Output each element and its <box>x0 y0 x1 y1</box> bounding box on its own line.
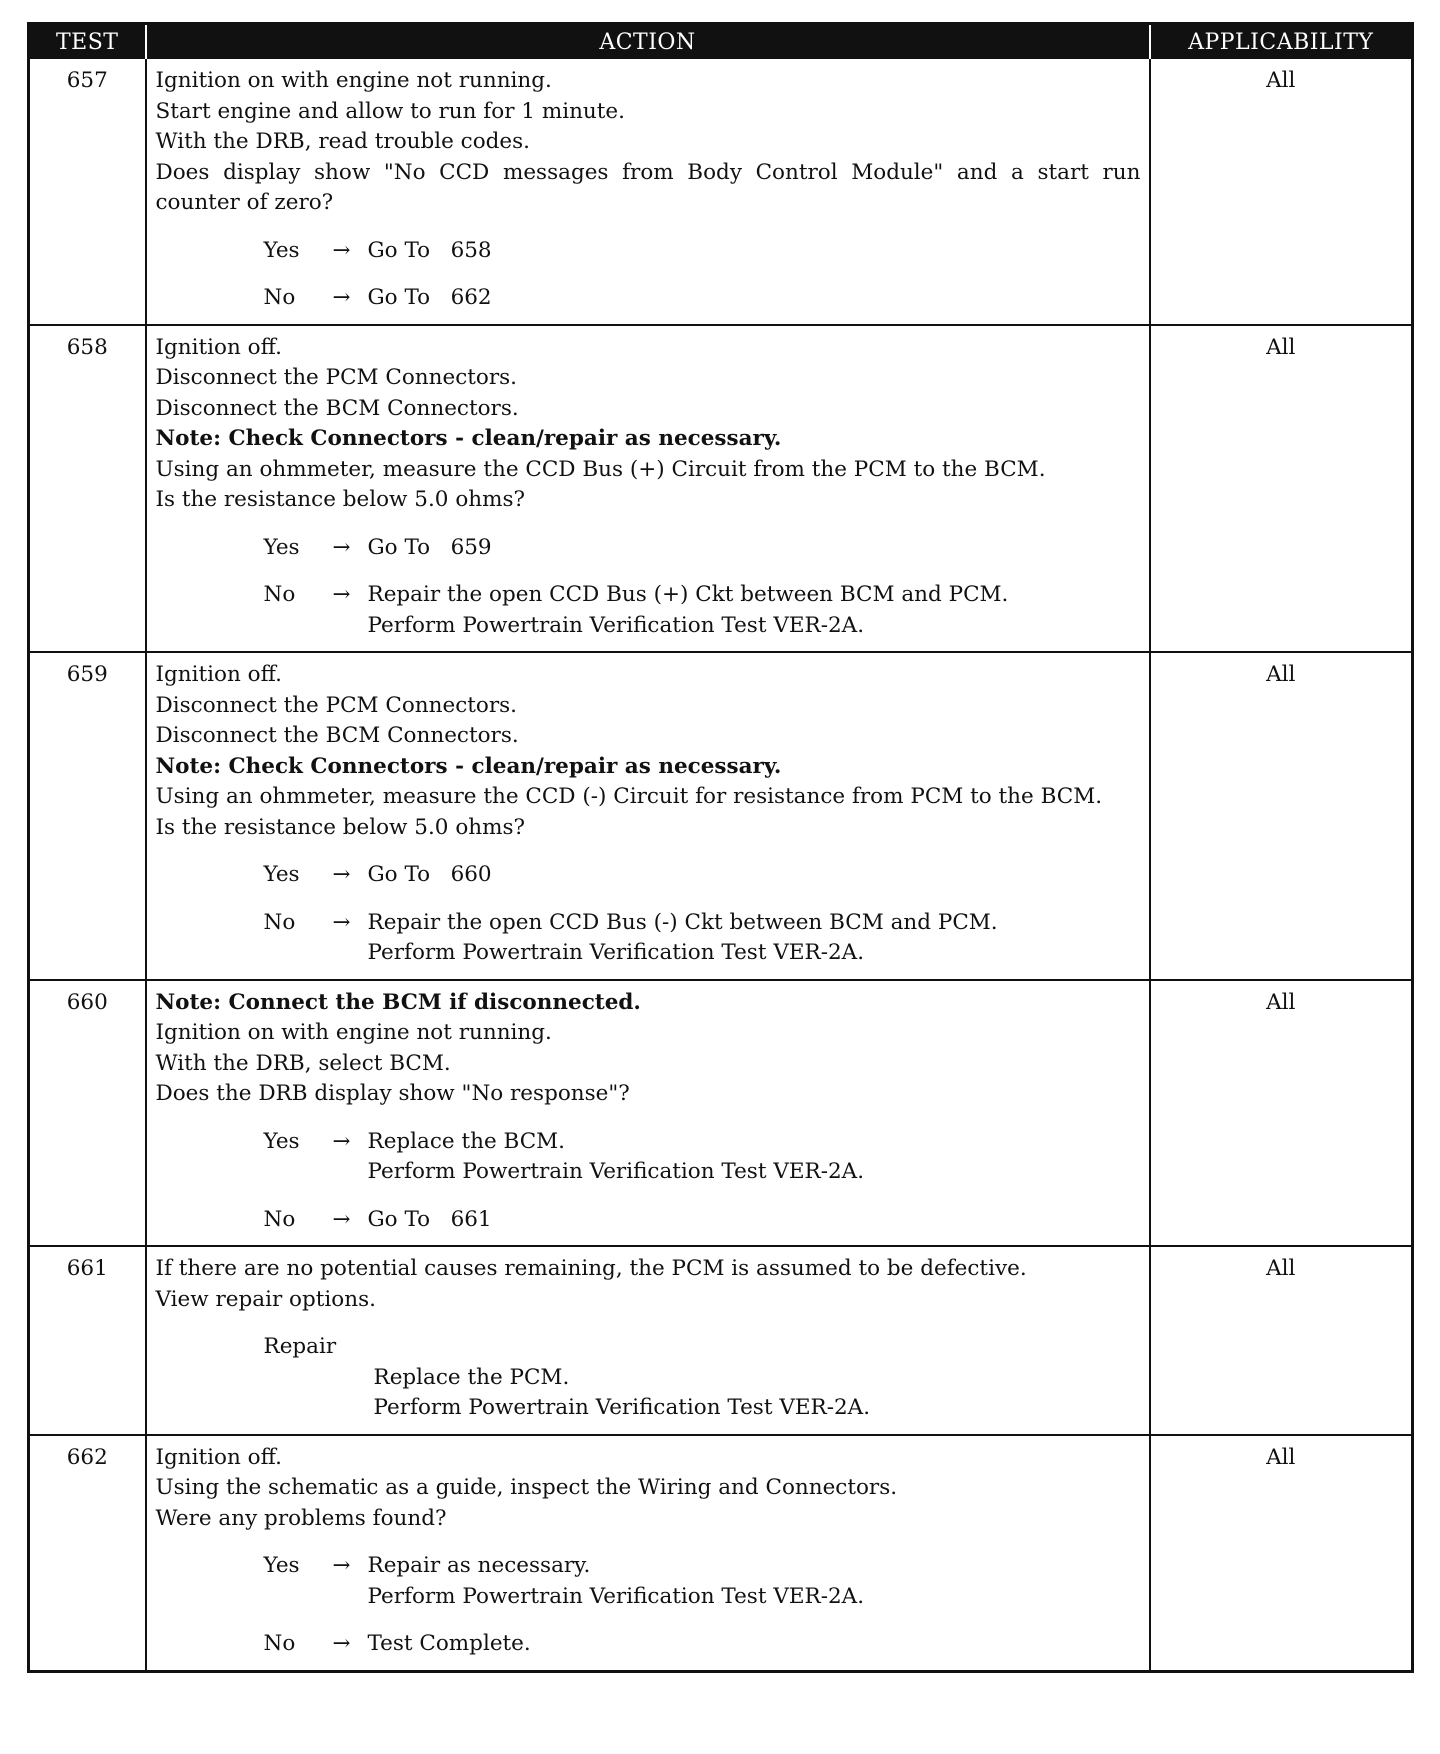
right-arrow-icon: → <box>332 1206 351 1232</box>
right-arrow-icon: → <box>332 1128 351 1154</box>
table-row <box>29 652 1413 980</box>
action-step: Ignition off. <box>155 1444 282 1470</box>
header-test: TEST <box>29 24 146 60</box>
action-cell <box>146 980 1150 1247</box>
right-arrow-icon: → <box>332 1553 351 1578</box>
branch-result-line: Go To 660 <box>367 862 492 887</box>
branch-yes <box>156 1551 1141 1612</box>
action-step: Disconnect the BCM Connectors. <box>155 723 519 748</box>
right-arrow-icon: → <box>332 862 351 887</box>
action-note: Note: Check Connectors - clean/repair as necessary. <box>155 426 782 451</box>
branch-result <box>368 236 492 267</box>
branch-result-line: Repair the open CCD Bus (+) Ckt between BCM and PCM. <box>367 582 1009 607</box>
branch-label: No <box>263 1631 296 1656</box>
branch-yes <box>156 236 1141 267</box>
test-number: 659 <box>29 652 146 980</box>
branch-result <box>368 908 998 969</box>
branch-result <box>368 1629 531 1660</box>
branch-no <box>156 580 1141 641</box>
branch-result-line: Go To 662 <box>367 285 492 310</box>
branch-result-line: Test Complete. <box>367 1631 531 1656</box>
action-step: Using an ohmmeter, measure the CCD (-) Circuit for resistance from PCM to the BCM. <box>155 784 1103 809</box>
branch-yes <box>156 533 1141 564</box>
branch-result-line: Go To 661 <box>367 1206 492 1232</box>
action-cell <box>146 652 1150 980</box>
table-body <box>29 59 1413 1671</box>
applicability-value: All <box>1150 1246 1413 1435</box>
branch-label: Yes <box>263 862 300 887</box>
right-arrow-icon: → <box>332 285 351 310</box>
test-number: 658 <box>29 325 146 653</box>
applicability-value: All <box>1150 59 1413 325</box>
branch-no <box>156 908 1141 969</box>
branch-label: No <box>263 582 296 607</box>
action-step: Is the resistance below 5.0 ohms? <box>155 814 526 840</box>
test-number: 662 <box>29 1435 146 1672</box>
repair-label: Repair <box>263 1334 337 1359</box>
diagnostic-test-table <box>27 22 1414 1673</box>
right-arrow-icon: → <box>332 909 351 935</box>
branch-yes <box>156 860 1141 891</box>
table-row <box>29 325 1413 653</box>
action-step: Ignition on with engine not running. <box>155 68 552 93</box>
table-row <box>29 1246 1413 1435</box>
branch-yes <box>156 1127 1141 1188</box>
action-step: Does the DRB display show "No response"? <box>155 1081 630 1106</box>
repair-step: Perform Powertrain Verification Test VER-2A. <box>373 1395 871 1420</box>
branch-result-line: Perform Powertrain Verification Test VER-2A. <box>367 1583 865 1609</box>
branch-label: Yes <box>263 237 300 263</box>
action-cell <box>146 1435 1150 1672</box>
test-number: 657 <box>66 68 108 93</box>
action-step: Using the schematic as a guide, inspect the Wiring and Connectors. <box>155 1475 898 1500</box>
diagnostic-procedure-page <box>27 22 1411 1673</box>
branch-result <box>368 1127 865 1188</box>
action-cell <box>146 1246 1150 1435</box>
branch-label: Yes <box>263 1128 300 1154</box>
right-arrow-icon: → <box>332 1631 351 1656</box>
branch-result <box>368 1205 492 1236</box>
branch-result-line: Repair the open CCD Bus (-) Ckt between BCM and PCM. <box>367 909 998 935</box>
applicability-value: All <box>1150 325 1413 653</box>
branch-result-line: Perform Powertrain Verification Test VER-2A. <box>367 1159 865 1184</box>
table-header <box>29 24 1413 60</box>
branch-label: No <box>263 909 296 935</box>
branch-result <box>368 860 492 891</box>
table-row <box>29 980 1413 1247</box>
applicability-value: All <box>1150 980 1413 1247</box>
action-step: Ignition off. <box>155 662 282 687</box>
applicability-value: All <box>1150 652 1413 980</box>
applicability-value: All <box>1150 1435 1413 1672</box>
branch-result <box>368 533 492 564</box>
action-cell <box>146 59 1150 325</box>
branch-result-line: Perform Powertrain Verification Test VER-2A. <box>367 940 865 965</box>
branch-result-line: Go To 658 <box>367 237 492 263</box>
header-applicability: APPLICABILITY <box>1150 24 1413 60</box>
header-action: ACTION <box>146 24 1150 60</box>
branch-label: No <box>263 285 296 310</box>
branch-result <box>368 283 492 314</box>
branch-result <box>368 1551 865 1612</box>
branch-label: Yes <box>263 1553 300 1578</box>
action-step: Start engine and allow to run for 1 minute. <box>155 98 625 124</box>
action-step: View repair options. <box>155 1286 376 1312</box>
action-step: With the DRB, select BCM. <box>155 1050 451 1076</box>
action-step: With the DRB, read trouble codes. <box>155 129 531 154</box>
action-step: Using an ohmmeter, measure the CCD Bus (+) Circuit from the PCM to the BCM. <box>155 456 1046 482</box>
table-row <box>29 59 1413 325</box>
branch-result-line: Go To 659 <box>367 534 492 560</box>
action-step: Ignition on with engine not running. <box>155 1020 552 1045</box>
action-step: Is the resistance below 5.0 ohms? <box>155 487 526 512</box>
action-step: Disconnect the BCM Connectors. <box>155 395 519 421</box>
branch-label: Yes <box>263 534 300 560</box>
branch-label: No <box>263 1206 296 1232</box>
right-arrow-icon: → <box>332 582 351 607</box>
branch-result-line: Perform Powertrain Verification Test VER-2A. <box>367 612 865 638</box>
branch-no <box>156 1205 1141 1236</box>
branch-no <box>156 283 1141 314</box>
table-row <box>29 1435 1413 1672</box>
action-note: Note: Connect the BCM if disconnected. <box>155 989 641 1015</box>
repair-options <box>156 1332 1141 1424</box>
test-number: 660 <box>29 980 146 1247</box>
repair-steps <box>264 1363 1141 1424</box>
action-step: Does display show "No CCD messages from Body Control Module" and a start run counter of zero? <box>155 159 1141 215</box>
branch-result-line: Repair as necessary. <box>367 1553 591 1578</box>
branch-result <box>368 580 1009 641</box>
branch-no <box>156 1629 1141 1660</box>
action-step: Disconnect the PCM Connectors. <box>155 365 517 390</box>
action-step: Disconnect the PCM Connectors. <box>155 692 517 718</box>
action-step: Ignition off. <box>155 334 282 360</box>
right-arrow-icon: → <box>332 237 351 263</box>
branch-result-line: Replace the BCM. <box>367 1128 566 1154</box>
action-note: Note: Check Connectors - clean/repair as necessary. <box>155 753 782 779</box>
action-cell <box>146 325 1150 653</box>
right-arrow-icon: → <box>332 534 351 560</box>
test-number: 661 <box>29 1246 146 1435</box>
action-step: Were any problems found? <box>155 1505 447 1531</box>
action-step: If there are no potential causes remaining, the PCM is assumed to be defective. <box>155 1256 1027 1281</box>
repair-step: Replace the PCM. <box>373 1364 570 1390</box>
